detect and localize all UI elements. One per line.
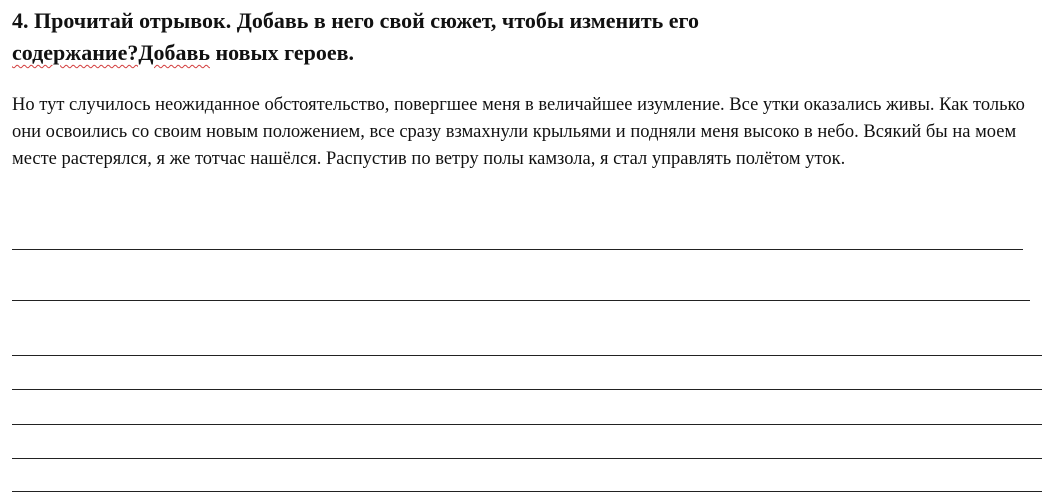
task-heading [12,5,1042,69]
answer-line-7 [12,491,1042,492]
answer-line-3 [12,355,1042,356]
answer-line-5 [12,424,1042,425]
task-instruction-underlined: содержание?Добавь [12,40,210,65]
answer-line-1 [12,249,1023,250]
answer-line-2 [12,300,1030,301]
answer-line-6 [12,458,1042,459]
previous-text-fragment [60,0,520,4]
story-passage: Но тут случилось неожиданное обстоятельство, повергшее меня в величайшее изумление. Все утки оказались живы. Как только они освоились со своим новым положением, все сразу взмахнули крыльями и подняли меня высоко в небо. Всякий бы на моем месте растерялся, я же тотчас нашёлся. Распустив по ветру полы камзола, я стал управлять полётом уток. [12,95,1025,169]
answer-line-4 [12,389,1042,390]
task-instruction-part1: Прочитай отрывок. Добавь в него свой сюжет, чтобы изменить его [34,8,699,33]
task-number: 4. [12,8,29,33]
task-instruction-part2: новых героев. [209,40,355,65]
